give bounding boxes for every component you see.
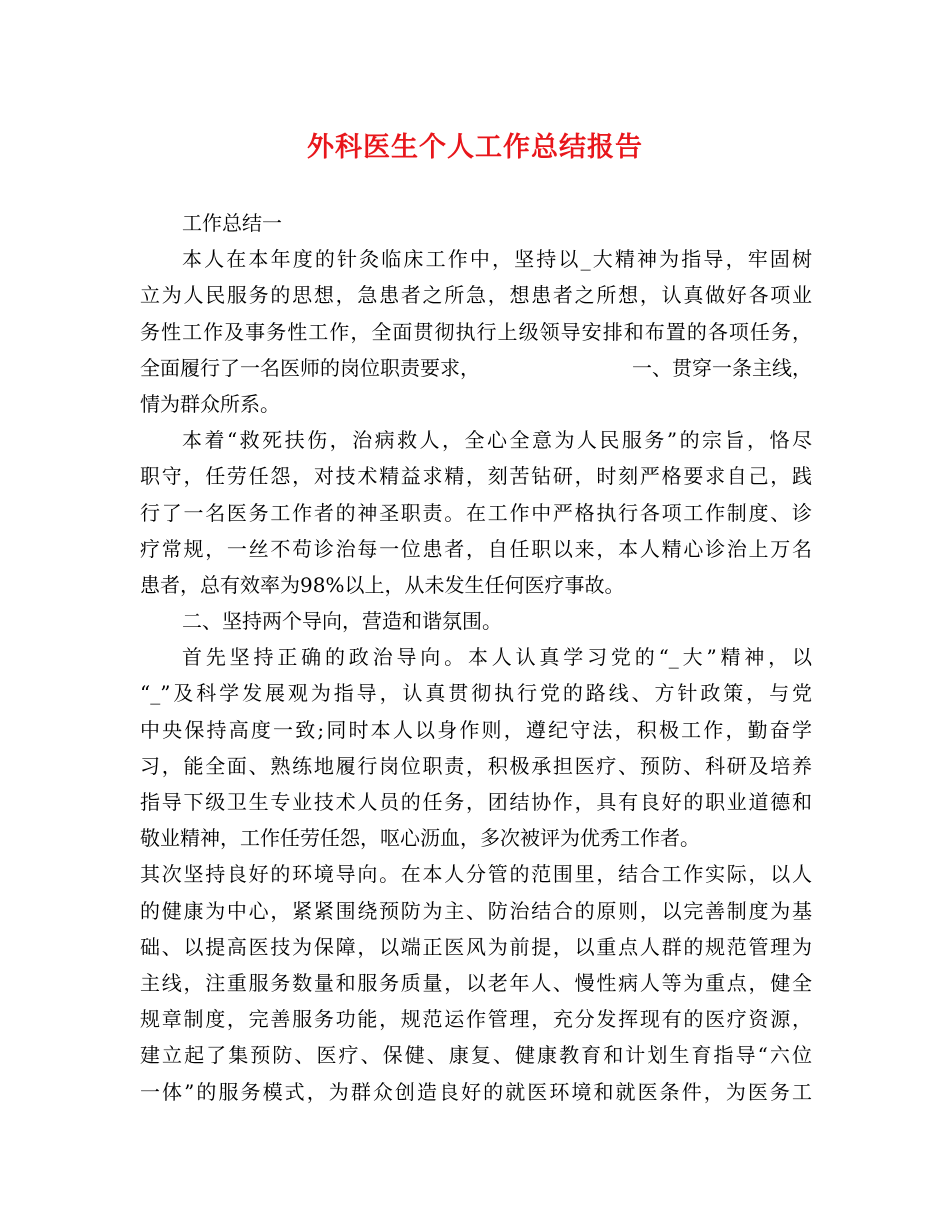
paragraph-line: 的健康为中心，紧紧围绕预防为主、防治结合的原则，以完善制度为基 — [140, 898, 812, 923]
paragraph-line: 首先坚持正确的政治导向。本人认真学习党的“_大”精神，以 — [182, 645, 812, 670]
paragraph-line: 患者，总有效率为98%以上，从未发生任何医疗事故。 — [140, 572, 625, 597]
paragraph-line: 本人在本年度的针灸临床工作中，坚持以_大精神为指导，牢固树 — [182, 247, 812, 272]
paragraph-line: 敬业精神，工作任劳任怨，呕心沥血，多次被评为优秀工作者。 — [140, 826, 700, 851]
paragraph-line: 主线，注重服务数量和服务质量，以老年人、慢性病人等为重点，健全 — [140, 970, 812, 995]
paragraph-line: 务性工作及事务性工作，全面贯彻执行上级领导安排和布置的各项任务， — [140, 319, 812, 344]
paragraph-line: 其次坚持良好的环境导向。在本人分管的范围里，结合工作实际，以人 — [140, 862, 812, 887]
document-body — [140, 205, 812, 1110]
paragraph-line-right: 一、贯穿一条主线， — [632, 355, 812, 380]
paragraph-line: “_”及科学发展观为指导，认真贯彻执行党的路线、方针政策，与党 — [140, 681, 812, 706]
paragraph-line — [140, 350, 812, 386]
paragraph-line: 职守，任劳任怨，对技术精益求精，刻苦钻研，时刻严格要求自己，践 — [140, 464, 812, 489]
paragraph-line: 建立起了集预防、医疗、保健、康复、健康教育和计划生育指导“六位 — [140, 1043, 812, 1068]
paragraph-line: 情为群众所系。 — [140, 391, 280, 416]
paragraph-line: 中央保持高度一致;同时本人以身作则，遵纪守法，积极工作，勤奋学 — [140, 717, 812, 742]
paragraph-line: 一体”的服务模式，为群众创造良好的就医环境和就医条件，为医务工 — [140, 1079, 812, 1104]
document-title: 外科医生个人工作总结报告 — [307, 132, 643, 163]
section-heading: 工作总结一 — [182, 211, 282, 235]
paragraph-line: 础、以提高医技为保障，以端正医风为前提，以重点人群的规范管理为 — [140, 934, 812, 959]
paragraph-line-left: 全面履行了一名医师的岗位职责要求， — [140, 355, 480, 380]
section-heading: 二、坚持两个导向，营造和谐氛围。 — [182, 609, 502, 634]
paragraph-line: 指导下级卫生专业技术人员的任务，团结协作，具有良好的职业道德和 — [140, 790, 812, 814]
paragraph-line: 本着“救死扶伤，治病救人，全心全意为人民服务”的宗旨，恪尽 — [182, 428, 812, 453]
paragraph-line: 行了一名医务工作者的神圣职责。在工作中严格执行各项工作制度、诊 — [140, 500, 812, 525]
paragraph-line: 习，能全面、熟练地履行岗位职责，积极承担医疗、预防、科研及培养 — [140, 753, 812, 778]
paragraph-line: 规章制度，完善服务功能，规范运作管理，充分发挥现有的医疗资源， — [140, 1007, 812, 1032]
paragraph-line: 疗常规，一丝不苟诊治每一位患者，自任职以来，本人精心诊治上万名 — [140, 536, 812, 561]
paragraph-line: 立为人民服务的思想，急患者之所急，想患者之所想，认真做好各项业 — [140, 283, 812, 308]
